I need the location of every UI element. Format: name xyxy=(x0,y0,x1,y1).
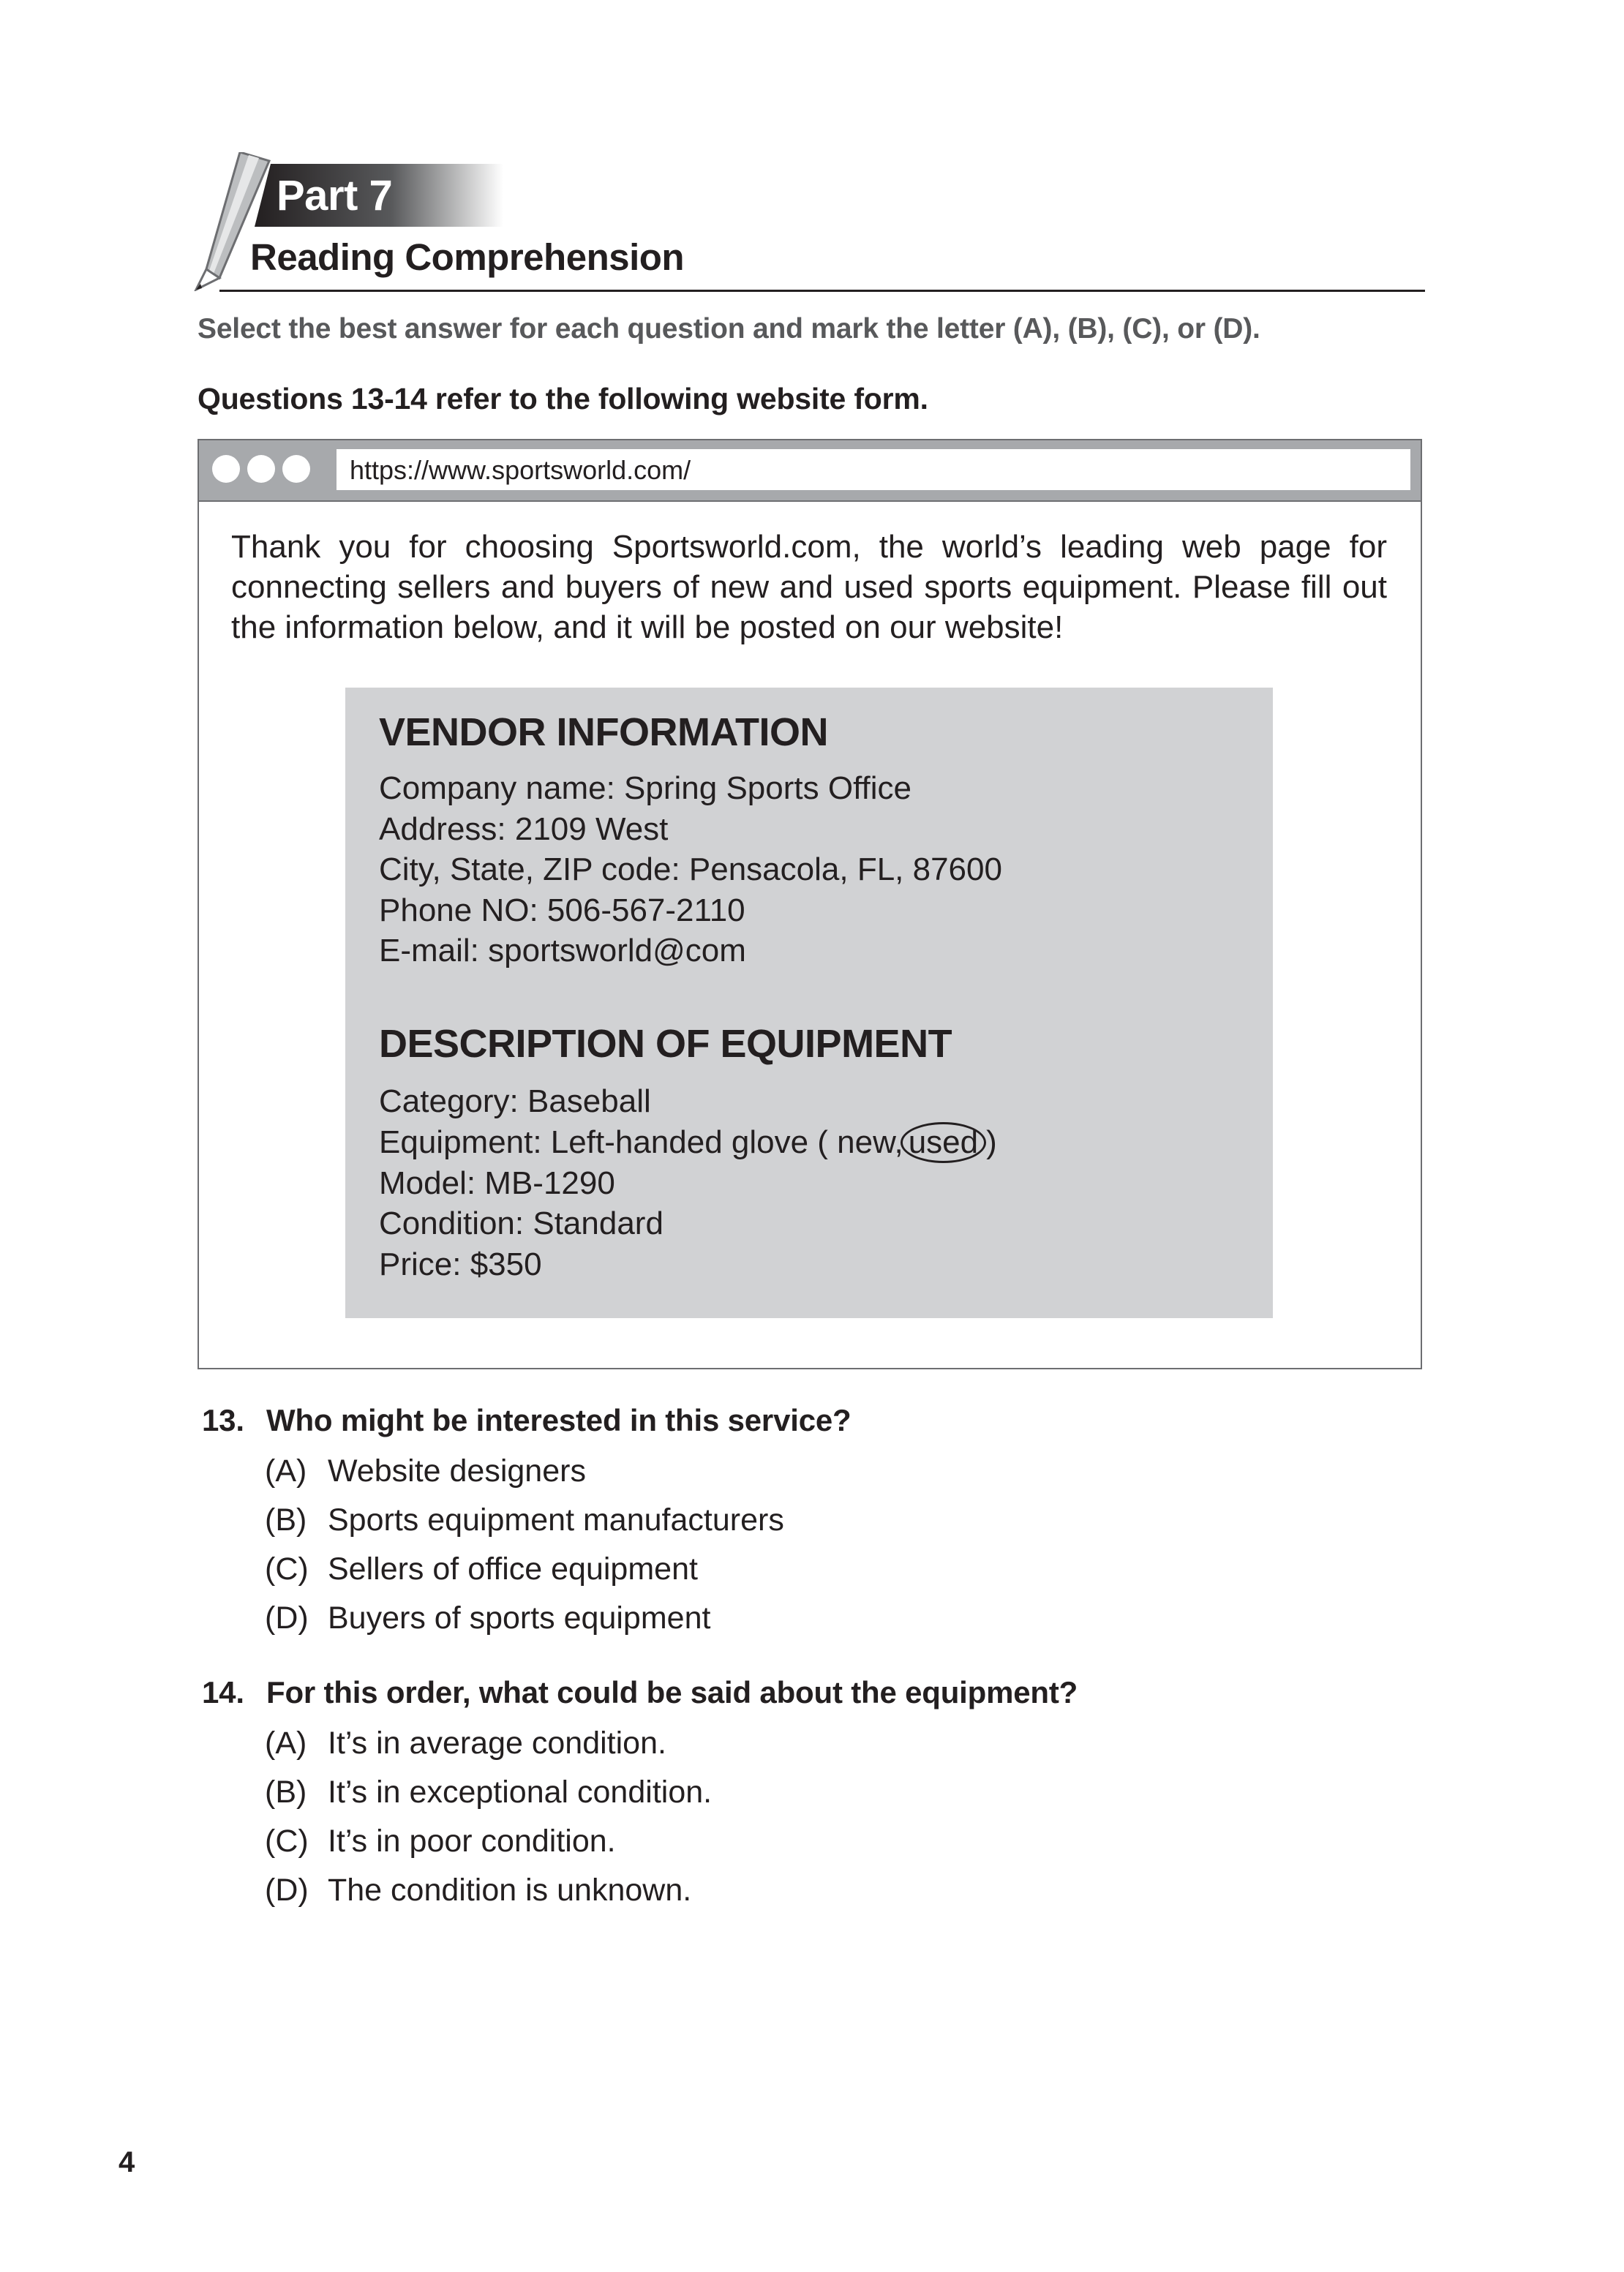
answer-option[interactable] xyxy=(265,1817,712,1866)
option-text: Sports equipment manufacturers xyxy=(328,1502,784,1538)
question-text: Who might be interested in this service? xyxy=(266,1403,852,1437)
browser-window xyxy=(198,439,1422,1369)
model-line: Model: MB-1290 xyxy=(379,1165,615,1201)
question-number: 13. xyxy=(202,1403,244,1437)
option-text: Website designers xyxy=(328,1453,586,1489)
vendor-information-list xyxy=(379,768,1002,971)
option-letter: (D) xyxy=(265,1873,309,1908)
intro-paragraph: Thank you for choosing Sportsworld.com, the world’s leading web page for connecting sellers and buyers of new and used sports equipment. Please fill out the information below, and it will be posted on our website! xyxy=(231,529,1387,645)
option-text: Buyers of sports equipment xyxy=(328,1600,711,1636)
condition-line: Condition: Standard xyxy=(379,1205,663,1241)
instructions: Select the best answer for each question and mark the letter (A), (B), (C), or (D). xyxy=(198,313,1260,345)
question-number: 14. xyxy=(202,1675,244,1709)
questions-reference: Questions 13-14 refer to the following website form. xyxy=(198,382,928,415)
question-text: For this order, what could be said about the equipment? xyxy=(266,1675,1078,1709)
window-dot-icon xyxy=(282,455,310,483)
answer-option[interactable] xyxy=(265,1866,712,1915)
question-13-options xyxy=(265,1447,784,1643)
answer-option[interactable] xyxy=(265,1496,784,1545)
url-text: https://www.sportsworld.com/ xyxy=(350,455,691,485)
answer-option[interactable] xyxy=(265,1719,712,1768)
option-text: The condition is unknown. xyxy=(328,1873,692,1908)
city-state-zip-line: City, State, ZIP code: Pensacola, FL, 87600 xyxy=(379,851,1002,887)
equipment-closing-paren: ) xyxy=(986,1124,997,1160)
option-letter: (B) xyxy=(265,1775,307,1810)
page-number: 4 xyxy=(119,2146,135,2178)
address-line: Address: 2109 West xyxy=(379,810,669,847)
option-letter: (A) xyxy=(265,1726,307,1761)
option-letter: (D) xyxy=(265,1600,309,1636)
option-text: It’s in exceptional condition. xyxy=(328,1775,713,1810)
option-letter: (A) xyxy=(265,1453,307,1489)
email-line: E-mail: sportsworld@com xyxy=(379,933,746,968)
equipment-line xyxy=(379,1122,997,1163)
option-text: It’s in average condition. xyxy=(328,1726,666,1761)
window-dot-icon xyxy=(212,455,240,483)
section-title: Reading Comprehension xyxy=(250,236,685,278)
option-text: Sellers of office equipment xyxy=(328,1551,698,1587)
option-letter: (B) xyxy=(265,1502,307,1538)
question-14 xyxy=(202,1675,1078,1710)
circled-used-option: used xyxy=(901,1122,986,1163)
price-line: Price: $350 xyxy=(379,1246,542,1282)
address-bar xyxy=(337,449,1410,490)
question-14-options xyxy=(265,1719,712,1915)
vendor-information-heading: VENDOR INFORMATION xyxy=(379,710,828,754)
company-name-line: Company name: Spring Sports Office xyxy=(379,770,911,806)
browser-toolbar xyxy=(199,440,1421,502)
answer-option[interactable] xyxy=(265,1545,784,1594)
header-divider xyxy=(219,290,1425,292)
vendor-form xyxy=(345,688,1273,1318)
option-letter: (C) xyxy=(265,1824,309,1859)
equipment-description-heading: DESCRIPTION OF EQUIPMENT xyxy=(379,1022,952,1066)
option-letter: (C) xyxy=(265,1551,309,1587)
part-tab xyxy=(255,164,503,227)
answer-option[interactable] xyxy=(265,1594,784,1643)
question-13 xyxy=(202,1403,851,1438)
equipment-description-list xyxy=(379,1081,997,1284)
part-label: Part 7 xyxy=(277,172,393,219)
answer-option[interactable] xyxy=(265,1447,784,1496)
phone-line: Phone NO: 506-567-2110 xyxy=(379,892,745,928)
category-line: Category: Baseball xyxy=(379,1083,651,1119)
option-text: It’s in poor condition. xyxy=(328,1824,616,1859)
answer-option[interactable] xyxy=(265,1768,712,1817)
window-dot-icon xyxy=(247,455,275,483)
equipment-text: Equipment: Left-handed glove ( new, xyxy=(379,1124,903,1160)
